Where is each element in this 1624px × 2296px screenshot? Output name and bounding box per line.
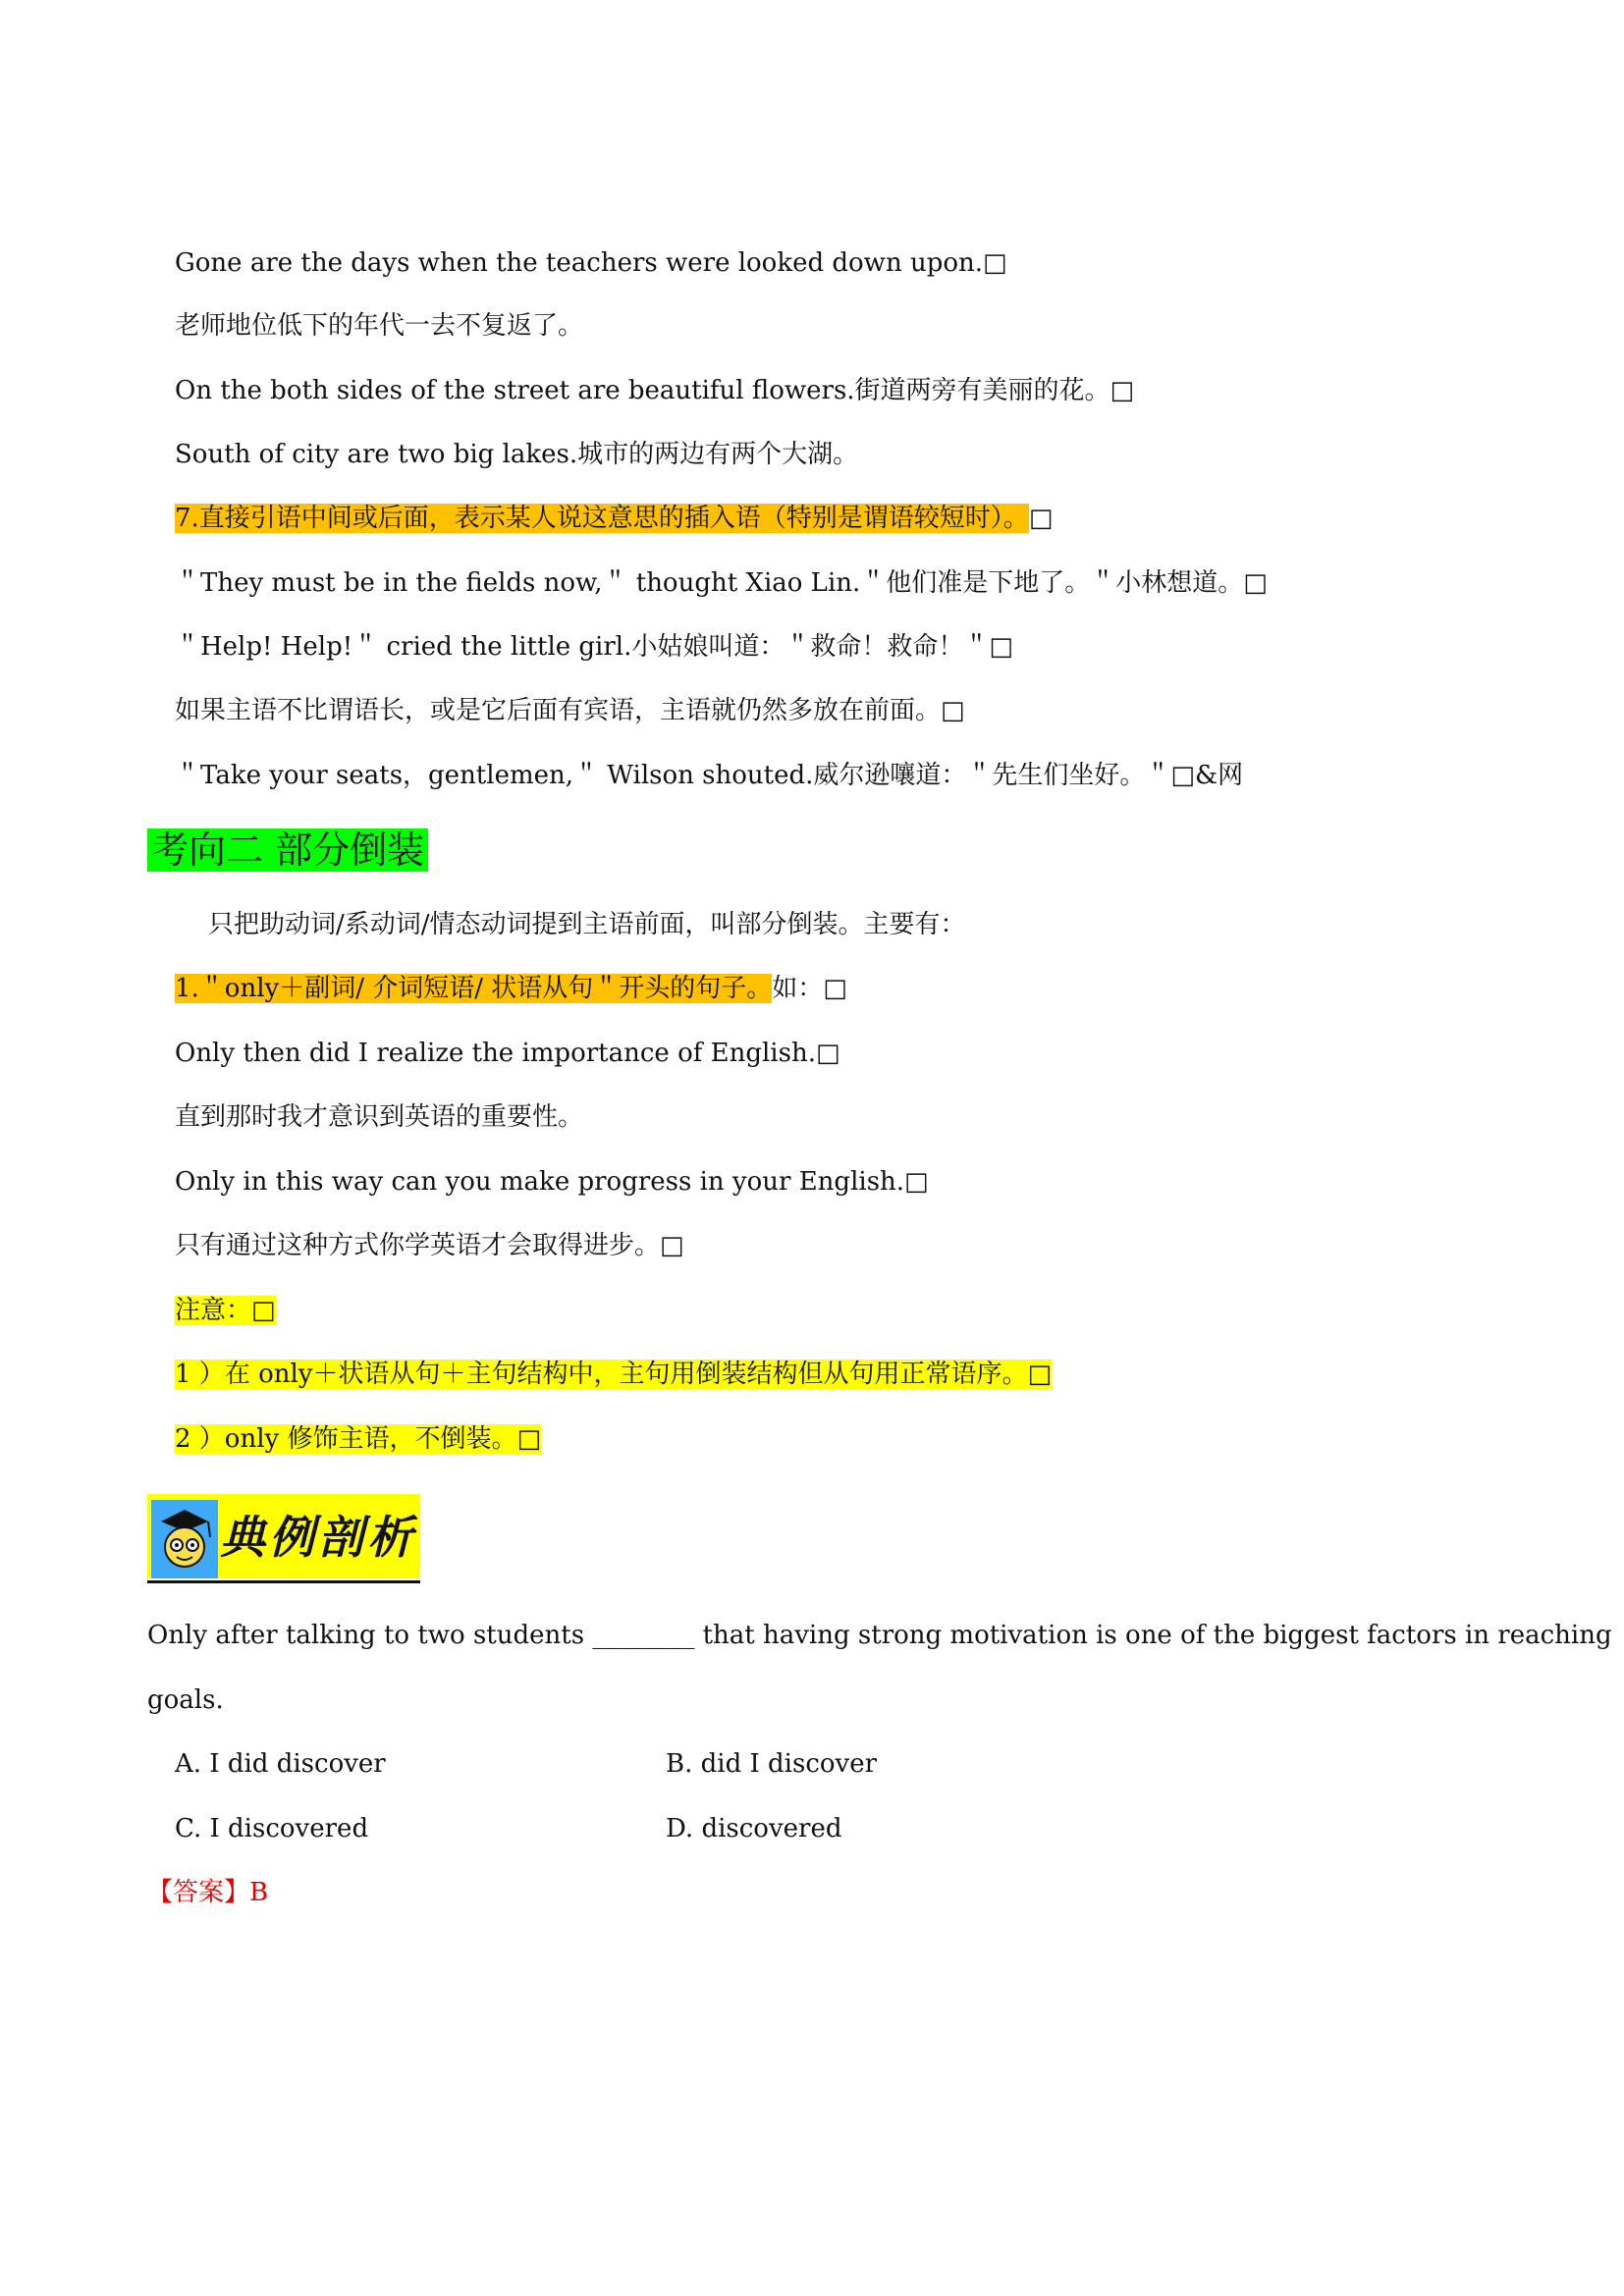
rule-7-tail: □ <box>1028 504 1054 533</box>
example-line: 只有通过这种方式你学英语才会取得进步。□ <box>175 1231 684 1260</box>
rule-1-tail: 如：□ <box>772 974 847 1003</box>
note-1-line <box>175 1355 1052 1394</box>
example-line: Only then did I realize the importance of English.□ <box>175 1039 840 1068</box>
note-label: 注意：□ <box>175 1296 276 1325</box>
section-intro: 只把助动词/系动词/情态动词提到主语前面，叫部分倒装。主要有： <box>208 910 966 939</box>
rule-7-highlight: 7.直接引语中间或后面，表示某人说这意思的插入语（特别是谓语较短时）。 <box>175 504 1029 533</box>
quote-line: ＂Take your seats，gentlemen,＂ Wilson shouted.威尔逊嚷道：＂先生们坐好。＂□&网 <box>175 761 1244 790</box>
option-d: D. discovered <box>666 1814 842 1843</box>
answer-label: 【答案】 <box>147 1878 250 1907</box>
option-c: C. I discovered <box>175 1814 369 1843</box>
quote-line: 如果主语不比谓语长，或是它后面有宾语，主语就仍然多放在前面。□ <box>175 696 965 725</box>
section-heading-text: 考向二 部分倒装 <box>147 828 428 872</box>
rule-1-line <box>175 969 847 1008</box>
quote-line: ＂Help! Help!＂ cried the little girl.小姑娘叫道：＂救命！救命！＂□ <box>175 632 1013 662</box>
question-line: goals. <box>147 1685 224 1715</box>
option-a: A. I did discover <box>175 1749 386 1779</box>
option-b: B. did I discover <box>666 1749 878 1779</box>
logo-underline <box>147 1580 420 1583</box>
text-line: Gone are the days when the teachers were looked down upon.□ <box>175 248 1007 278</box>
answer-value: B <box>249 1878 269 1907</box>
note-2-line <box>175 1419 541 1459</box>
example-analysis-logo <box>147 1494 420 1587</box>
section-heading <box>147 827 428 879</box>
example-line: Only in this way can you make progress in your English.□ <box>175 1167 929 1197</box>
rule-7-line <box>175 499 1053 538</box>
question-line: Only after talking to two students ________ that having strong motivation is one of the biggest factors in reaching <box>147 1621 1612 1650</box>
quote-line: ＂They must be in the fields now,＂ thought Xiao Lin.＂他们准是下地了。＂小林想道。□ <box>175 568 1268 598</box>
text-line: South of city are two big lakes.城市的两边有两个大湖。 <box>175 440 859 469</box>
example-line: 直到那时我才意识到英语的重要性。 <box>175 1102 584 1132</box>
answer-line <box>147 1873 268 1912</box>
rule-1-highlight: 1.＂only＋副词/ 介词短语/ 状语从句＂开头的句子。 <box>175 974 773 1003</box>
graduate-mascot-icon <box>151 1500 218 1578</box>
note-1: 1 ）在 only＋状语从句＋主句结构中，主句用倒装结构但从句用正常语序。□ <box>175 1360 1053 1389</box>
note-label-line <box>175 1291 276 1330</box>
text-line: 老师地位低下的年代一去不复返了。 <box>175 311 584 341</box>
text-line: On the both sides of the street are beautiful flowers.街道两旁有美丽的花。□ <box>175 376 1135 405</box>
logo-text: 典例剖析 <box>220 1511 416 1564</box>
note-2: 2 ）only 修饰主语，不倒装。□ <box>175 1424 542 1454</box>
